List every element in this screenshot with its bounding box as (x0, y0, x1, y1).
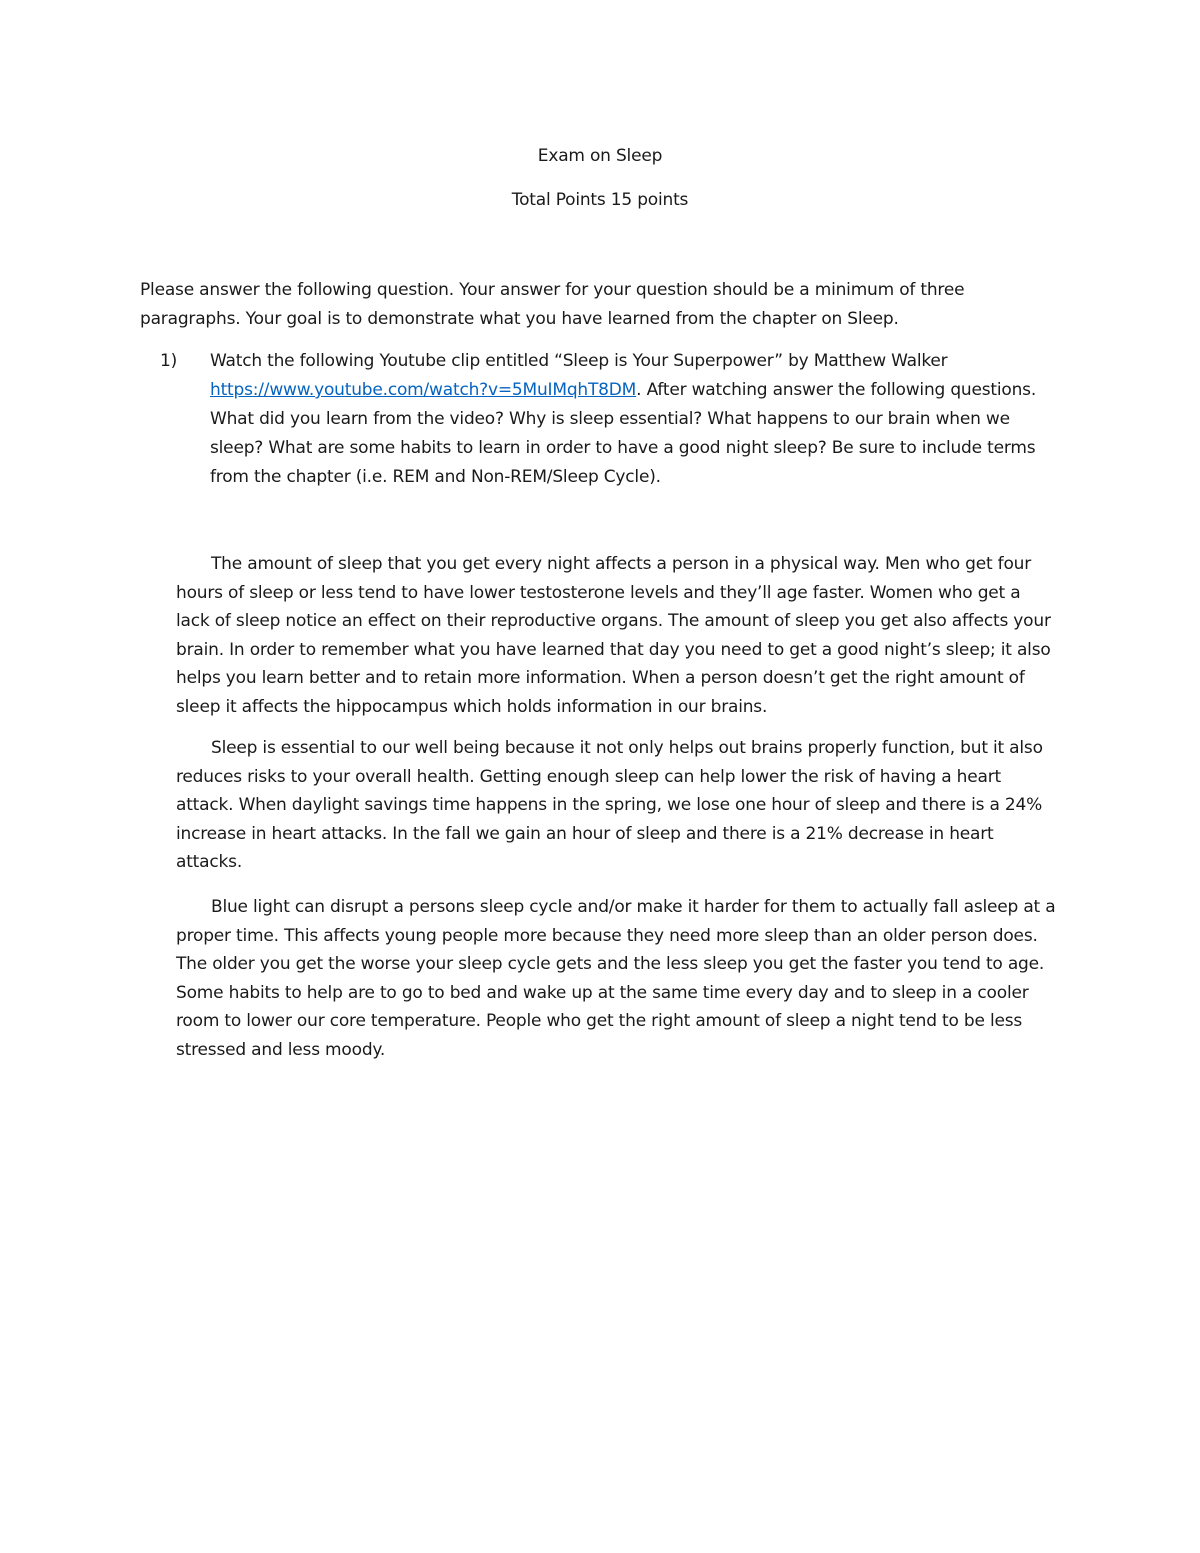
question-text-after-link: . After watching answer the following questions. What did you learn from the video? Why is sleep essential? What happens to our brain when we sleep? What are some habits to learn in order to have a good night sleep? Be sure to include terms from the chapter (i.e. REM and Non-REM/Sleep Cycle). (210, 380, 1037, 487)
document-title: Exam on Sleep (537, 146, 663, 166)
youtube-link[interactable]: https://www.youtube.com/watch?v=5MuIMqhT8DM (210, 380, 637, 400)
question-item (160, 347, 1040, 492)
answer-paragraph-2: Sleep is essential to our well being because it not only helps out brains properly function, but it also reduces risks to your overall health. Getting enough sleep can help lower the risk of having a heart attack. When daylight savings time happens in the spring, we lose one hour of sleep and there is a 24% increase in heart attacks. In the fall we gain an hour of sleep and there is a 21% decrease in heart attacks. (176, 738, 1043, 873)
question-number: 1) (160, 351, 178, 371)
answer-paragraph-1: The amount of sleep that you get every night affects a person in a physical way. Men who get four hours of sleep or less tend to have lower testosterone levels and they’ll age faster. Women who get a lack of sleep notice an effect on their reproductive organs. The amount of sleep you get also affects your brain. In order to remember what you have learned that day you need to get a good night’s sleep; it also helps you learn better and to retain more information. When a person doesn’t get the right amount of sleep it affects the hippocampus which holds information in our brains. (176, 554, 1051, 717)
instructions-paragraph: Please answer the following question. Your answer for your question should be a minimum of three paragraphs. Your goal is to demonstrate what you have learned from the chapter on Sleep. (140, 280, 965, 329)
answer-paragraph-3: Blue light can disrupt a persons sleep cycle and/or make it harder for them to actually fall asleep at a proper time. This affects young people more because they need more sleep than an older person does. The older you get the worse your sleep cycle gets and the less sleep you get the faster you tend to age. Some habits to help are to go to bed and wake up at the same time every day and to sleep in a cooler room to lower our core temperature. People who get the right amount of sleep a night tend to be less stressed and less moody. (176, 897, 1056, 1060)
question-text-before-link: Watch the following Youtube clip entitled “Sleep is Your Superpower” by Matthew Walker (210, 351, 948, 371)
document-subtitle: Total Points 15 points (511, 190, 689, 210)
question-text (210, 347, 1040, 492)
